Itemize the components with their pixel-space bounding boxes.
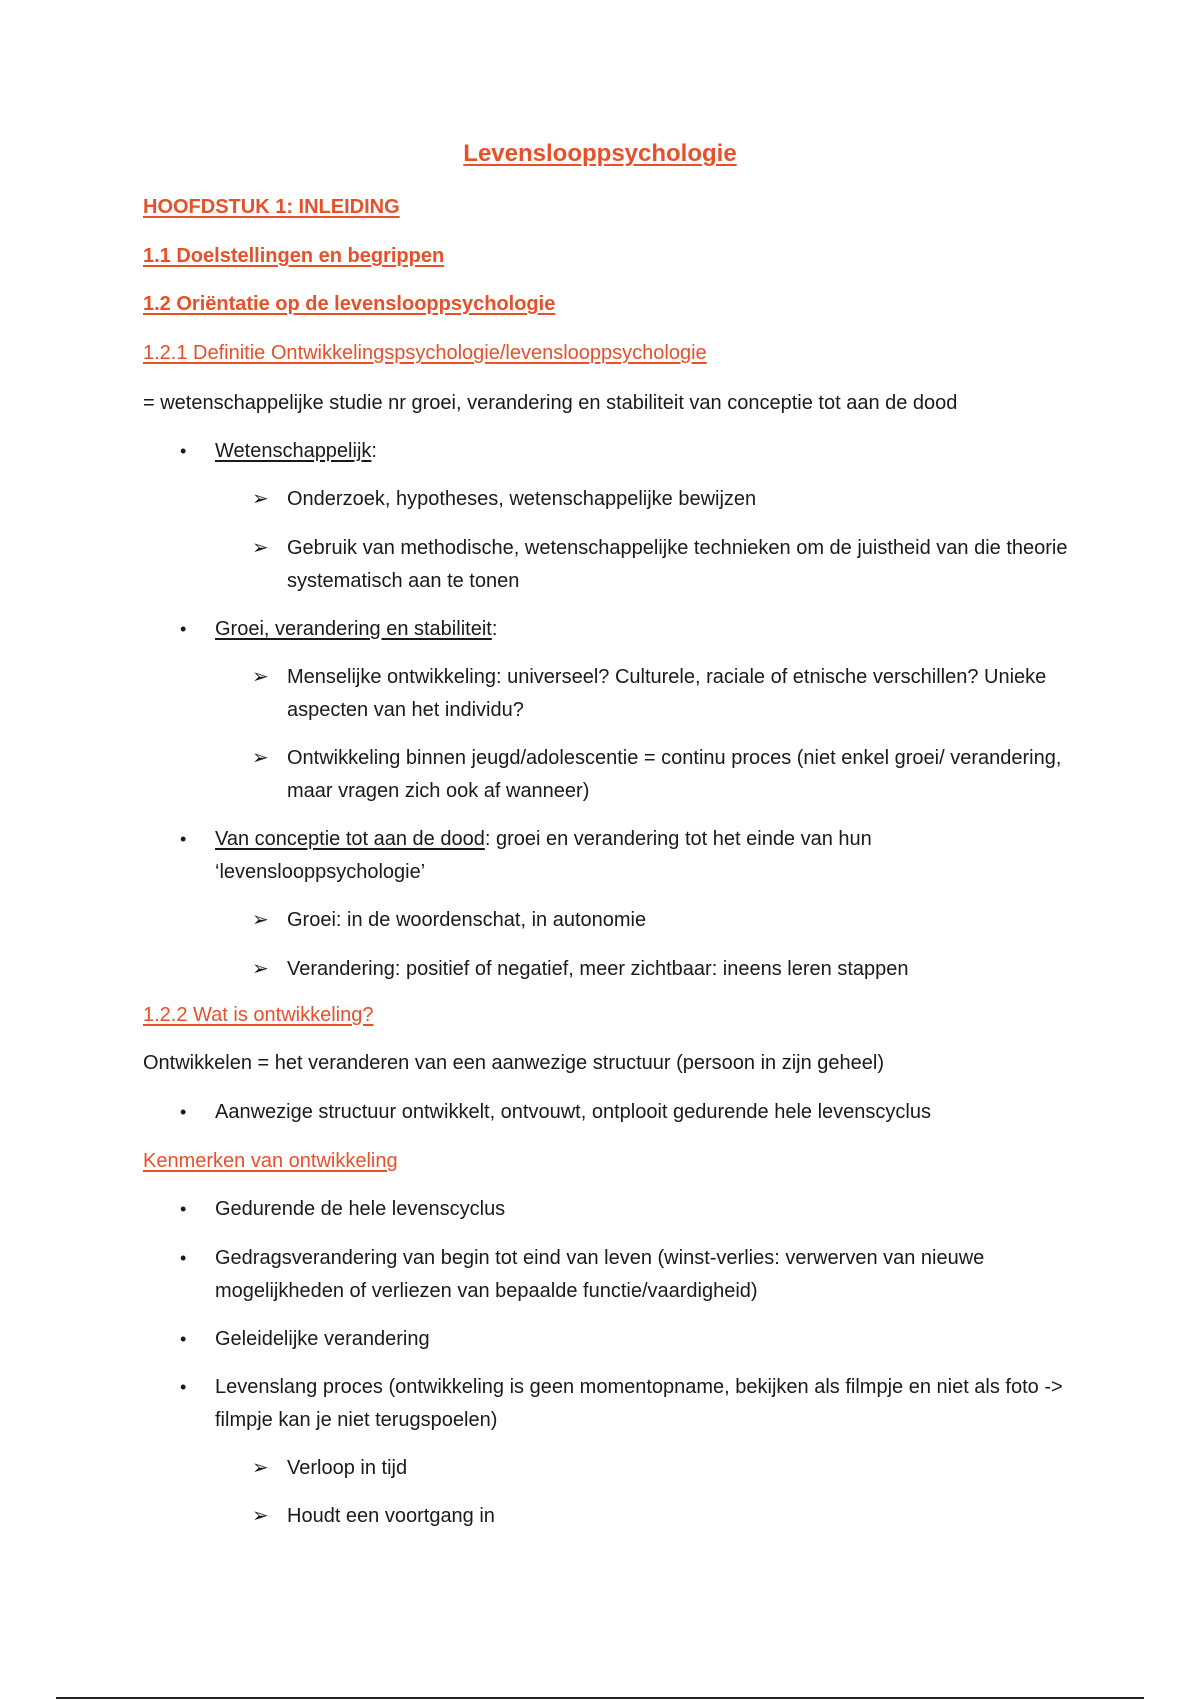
bullet-term: Groei, verandering en stabiliteit bbox=[215, 618, 492, 640]
bullet-marker: • bbox=[180, 1102, 187, 1122]
bullet-marker: • bbox=[180, 829, 187, 849]
bullet-marker: • bbox=[180, 1377, 187, 1397]
bullet-marker: • bbox=[180, 1248, 187, 1268]
bullet-groei bbox=[215, 613, 1075, 646]
bullet-marker: • bbox=[180, 1199, 187, 1219]
subsection-heading-1-2-2: 1.2.2 Wat is ontwikkeling? bbox=[143, 1004, 374, 1026]
kenmerken-heading: Kenmerken van ontwikkeling bbox=[143, 1150, 398, 1172]
bullet-conceptie bbox=[215, 823, 1075, 889]
kenmerk-item: Gedragsverandering van begin tot eind van leven (winst-verlies: verwerven van nieuwe mogelijkheden of verliezen van bepaalde functie/vaardigheid) bbox=[215, 1247, 985, 1302]
sub-bullet: Groei: in de woordenschat, in autonomie bbox=[287, 909, 647, 931]
sub-bullet: Verloop in tijd bbox=[287, 1457, 408, 1479]
arrow-marker: ➢ bbox=[252, 537, 269, 559]
sub-bullet: Gebruik van methodische, wetenschappelijke technieken om de juistheid van die theorie systematisch aan te tonen bbox=[287, 537, 1068, 592]
arrow-marker: ➢ bbox=[252, 909, 269, 931]
bullet-rest: : bbox=[491, 618, 498, 640]
arrow-marker: ➢ bbox=[252, 1457, 269, 1479]
bullet-rest: : bbox=[371, 440, 377, 462]
arrow-marker: ➢ bbox=[252, 666, 269, 688]
subsection-heading-1-2-1: 1.2.1 Definitie Ontwikkelingspsychologie/levenslooppsychologie bbox=[143, 342, 707, 364]
arrow-marker: ➢ bbox=[252, 488, 269, 510]
definition-text: = wetenschappelijke studie nr groei, verandering en stabiliteit van conceptie tot aan de dood bbox=[143, 392, 958, 414]
page-bottom-rule bbox=[56, 1697, 1144, 1699]
sub-bullet: Verandering: positief of negatief, meer zichtbaar: ineens leren stappen bbox=[287, 958, 909, 980]
ontwikkelen-bullet: Aanwezige structuur ontwikkelt, ontvouwt, ontplooit gedurende hele levenscyclus bbox=[215, 1101, 931, 1123]
ontwikkelen-definition: Ontwikkelen = het veranderen van een aanwezige structuur (persoon in zijn geheel) bbox=[143, 1052, 884, 1074]
bullet-term: Wetenschappelijk bbox=[215, 440, 372, 462]
bullet-marker: • bbox=[180, 441, 187, 461]
sub-bullet: Onderzoek, hypotheses, wetenschappelijke bewijzen bbox=[287, 488, 757, 510]
bullet-marker: • bbox=[180, 619, 187, 639]
kenmerk-item: Geleidelijke verandering bbox=[215, 1328, 430, 1350]
section-heading-1-2: 1.2 Oriëntatie op de levenslooppsychologie bbox=[143, 293, 556, 315]
arrow-marker: ➢ bbox=[252, 1505, 269, 1527]
bullet-marker: • bbox=[180, 1329, 187, 1349]
arrow-marker: ➢ bbox=[252, 747, 269, 769]
bullet-wetenschappelijk bbox=[215, 435, 1075, 468]
kenmerk-item: Gedurende de hele levenscyclus bbox=[215, 1198, 506, 1220]
bullet-rest: : groei en verandering tot het einde van hun ‘levenslooppsychologie’ bbox=[215, 828, 872, 883]
page-title: Levenslooppsychologie bbox=[463, 140, 737, 167]
sub-bullet: Houdt een voortgang in bbox=[287, 1505, 495, 1527]
kenmerk-item: Levenslang proces (ontwikkeling is geen momentopname, bekijken als filmpje en niet als foto -> filmpje kan je niet terugspoelen) bbox=[215, 1376, 1063, 1431]
section-heading-1-1: 1.1 Doelstellingen en begrippen bbox=[143, 245, 445, 267]
sub-bullet: Menselijke ontwikkeling: universeel? Culturele, raciale of etnische verschillen? Unieke aspecten van het individu? bbox=[287, 666, 1047, 721]
sub-bullet: Ontwikkeling binnen jeugd/adolescentie = continu proces (niet enkel groei/ verandering, maar vragen zich ook af wanneer) bbox=[287, 747, 1062, 802]
chapter-heading: HOOFDSTUK 1: INLEIDING bbox=[143, 196, 400, 218]
bullet-term: Van conceptie tot aan de dood bbox=[215, 828, 485, 850]
arrow-marker: ➢ bbox=[252, 958, 269, 980]
